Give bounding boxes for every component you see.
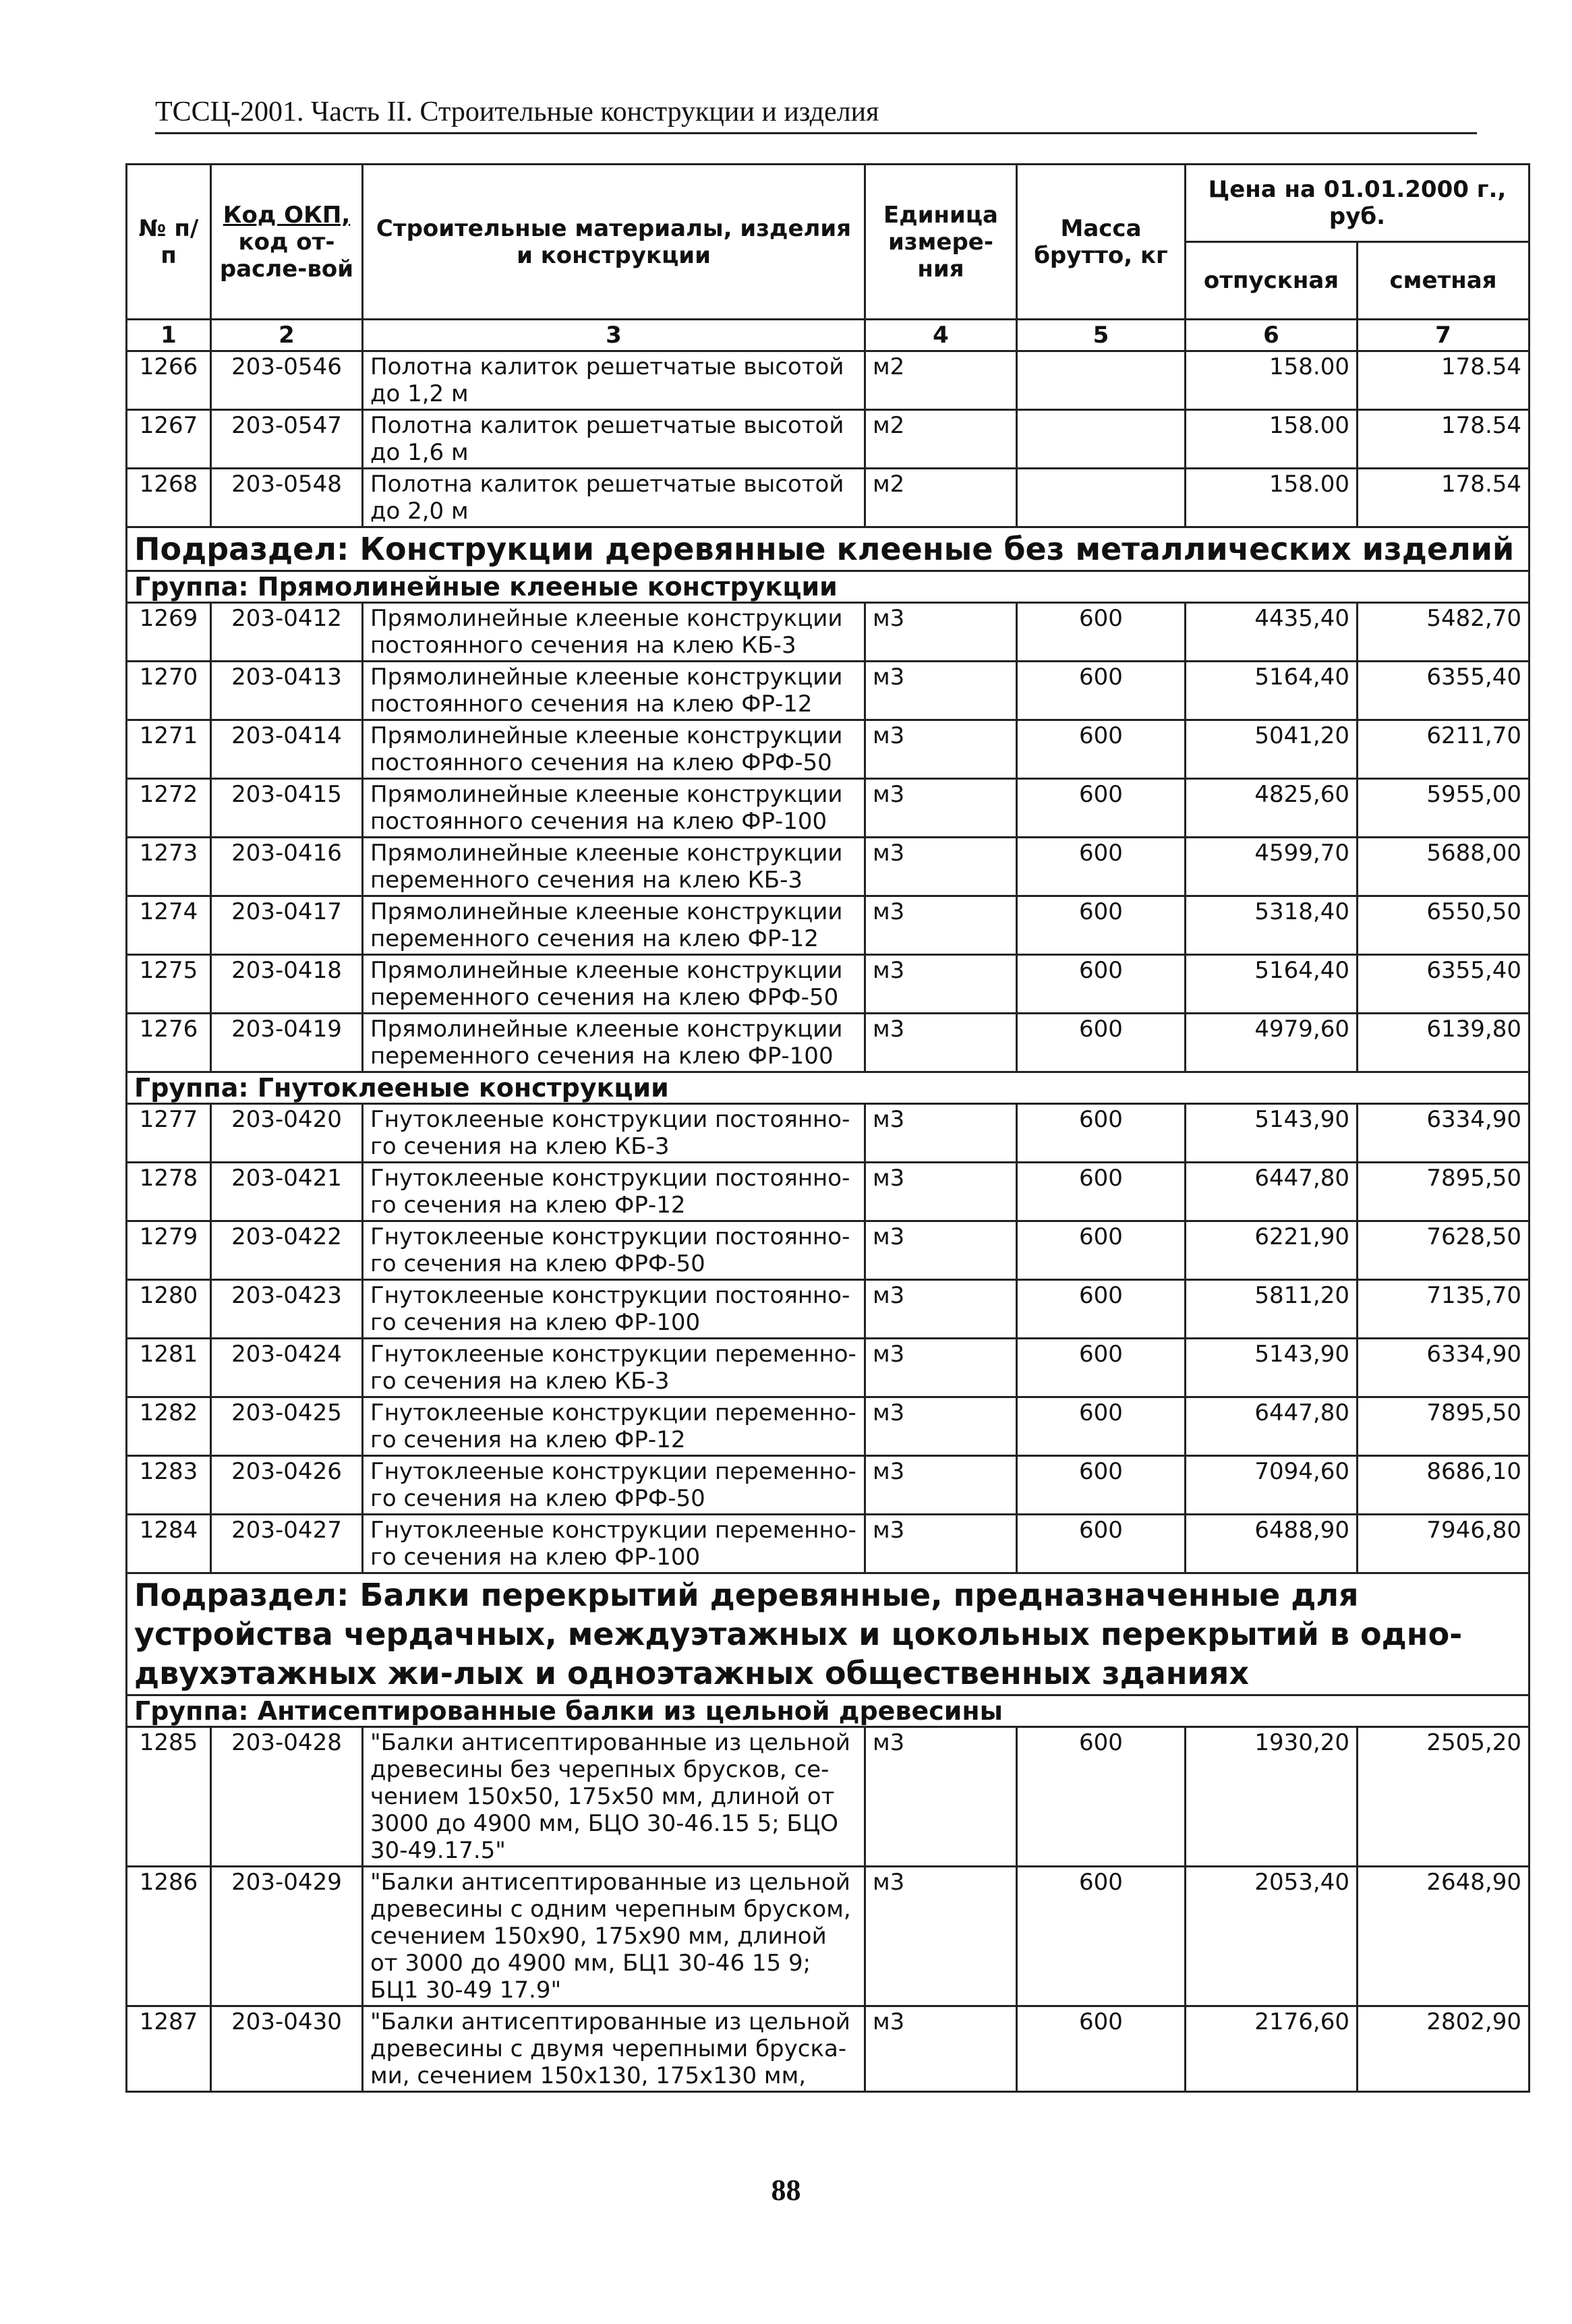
cell-price-estimate: 2505,20 bbox=[1358, 1727, 1530, 1867]
cell-unit: м3 bbox=[865, 779, 1017, 838]
subsection-row bbox=[127, 527, 1530, 571]
cell-name: "Балки антисептированные из цельной древесины с двумя черепными бруска-ми, сечением 150x130, 175x130 мм, bbox=[363, 2006, 865, 2092]
cell-mass: 600 bbox=[1017, 838, 1186, 896]
cell-num: 1266 bbox=[127, 351, 211, 410]
cell-name: Прямолинейные клееные конструкции переменного сечения на клею ФР-100 bbox=[363, 1014, 865, 1072]
table-row bbox=[127, 1221, 1530, 1280]
cell-mass: 600 bbox=[1017, 1280, 1186, 1339]
cell-code: 203-0547 bbox=[211, 410, 363, 469]
cell-code: 203-0423 bbox=[211, 1280, 363, 1339]
group-row bbox=[127, 1695, 1530, 1727]
header-code-okp: Код ОКП, bbox=[223, 201, 351, 229]
cell-code: 203-0430 bbox=[211, 2006, 363, 2092]
cell-price-estimate: 6334,90 bbox=[1358, 1104, 1530, 1163]
cell-unit: м3 bbox=[865, 1867, 1017, 2006]
table-row bbox=[127, 896, 1530, 955]
cell-price-estimate: 7946,80 bbox=[1358, 1515, 1530, 1573]
table-row bbox=[127, 351, 1530, 410]
cell-num: 1281 bbox=[127, 1339, 211, 1397]
header-code-branch: код от-расле-вой bbox=[219, 228, 354, 283]
group-title: Группа: Прямолинейные клееные конструкции bbox=[127, 571, 1530, 603]
table-row bbox=[127, 720, 1530, 779]
cell-price-release: 2053,40 bbox=[1186, 1867, 1358, 2006]
cell-price-estimate: 6355,40 bbox=[1358, 955, 1530, 1014]
cell-code: 203-0426 bbox=[211, 1456, 363, 1515]
table-row bbox=[127, 779, 1530, 838]
subsection-title: Подраздел: Балки перекрытий деревянные, предназначенные для устройства чердачных, междуэтажных и цокольных перекрытий в одно- двухэтажных жи-лых и одноэтажных общественных зданиях bbox=[127, 1573, 1530, 1695]
table-row bbox=[127, 662, 1530, 720]
cell-num: 1272 bbox=[127, 779, 211, 838]
cell-code: 203-0424 bbox=[211, 1339, 363, 1397]
header-price: Цена на 01.01.2000 г., руб. bbox=[1186, 165, 1530, 242]
cell-mass: 600 bbox=[1017, 1221, 1186, 1280]
subsection-title: Подраздел: Конструкции деревянные клееные без металлических изделий bbox=[127, 527, 1530, 571]
cell-price-release: 5811,20 bbox=[1186, 1280, 1358, 1339]
cell-unit: м2 bbox=[865, 351, 1017, 410]
cell-unit: м2 bbox=[865, 410, 1017, 469]
cell-name: Прямолинейные клееные конструкции переменного сечения на клею ФР-12 bbox=[363, 896, 865, 955]
cell-price-release: 4435,40 bbox=[1186, 603, 1358, 662]
cell-price-release: 158.00 bbox=[1186, 351, 1358, 410]
cell-name: Прямолинейные клееные конструкции переменного сечения на клею КБ-3 bbox=[363, 838, 865, 896]
cell-name: Гнутоклееные конструкции переменно-го сечения на клею КБ-3 bbox=[363, 1339, 865, 1397]
cell-mass bbox=[1017, 351, 1186, 410]
group-row bbox=[127, 1072, 1530, 1104]
cell-unit: м3 bbox=[865, 1339, 1017, 1397]
col-number: 7 bbox=[1358, 320, 1530, 351]
table-row bbox=[127, 1014, 1530, 1072]
cell-mass: 600 bbox=[1017, 1339, 1186, 1397]
cell-num: 1285 bbox=[127, 1727, 211, 1867]
cell-code: 203-0548 bbox=[211, 469, 363, 527]
table-row bbox=[127, 2006, 1530, 2092]
cell-unit: м3 bbox=[865, 1163, 1017, 1221]
cell-code: 203-0428 bbox=[211, 1727, 363, 1867]
cell-price-estimate: 6139,80 bbox=[1358, 1014, 1530, 1072]
cell-mass: 600 bbox=[1017, 2006, 1186, 2092]
cell-num: 1280 bbox=[127, 1280, 211, 1339]
cell-name: Гнутоклееные конструкции постоянно-го сечения на клею ФР-100 bbox=[363, 1280, 865, 1339]
cell-name: Гнутоклееные конструкции переменно-го сечения на клею ФРФ-50 bbox=[363, 1456, 865, 1515]
page-header: ТССЦ-2001. Часть II. Строительные конструкции и изделия bbox=[155, 96, 1477, 134]
cell-name: "Балки антисептированные из цельной древесины без черепных брусков, се-чением 150x50, 175x50 мм, длиной от 3000 до 4900 мм, БЦО 30-46.15 5; БЦО 30-49.17.5" bbox=[363, 1727, 865, 1867]
cell-num: 1267 bbox=[127, 410, 211, 469]
cell-num: 1271 bbox=[127, 720, 211, 779]
cell-num: 1269 bbox=[127, 603, 211, 662]
col-number: 6 bbox=[1186, 320, 1358, 351]
cell-price-release: 5164,40 bbox=[1186, 955, 1358, 1014]
header-price-estimate: сметная bbox=[1358, 242, 1530, 320]
col-number: 1 bbox=[127, 320, 211, 351]
cell-code: 203-0413 bbox=[211, 662, 363, 720]
cell-num: 1284 bbox=[127, 1515, 211, 1573]
cell-unit: м3 bbox=[865, 1104, 1017, 1163]
cell-num: 1286 bbox=[127, 1867, 211, 2006]
page-number: 88 bbox=[771, 2174, 801, 2207]
cell-price-estimate: 6211,70 bbox=[1358, 720, 1530, 779]
cell-num: 1270 bbox=[127, 662, 211, 720]
cell-mass: 600 bbox=[1017, 1867, 1186, 2006]
cell-unit: м3 bbox=[865, 1456, 1017, 1515]
cell-name: Прямолинейные клееные конструкции постоянного сечения на клею КБ-3 bbox=[363, 603, 865, 662]
table-row bbox=[127, 1104, 1530, 1163]
cell-mass: 600 bbox=[1017, 1397, 1186, 1456]
cell-unit: м3 bbox=[865, 955, 1017, 1014]
table-row bbox=[127, 603, 1530, 662]
header-mass: Масса брутто, кг bbox=[1017, 165, 1186, 320]
cell-code: 203-0420 bbox=[211, 1104, 363, 1163]
cell-mass: 600 bbox=[1017, 720, 1186, 779]
cell-name: Прямолинейные клееные конструкции постоянного сечения на клею ФР-100 bbox=[363, 779, 865, 838]
cell-name: Полотна калиток решетчатые высотой до 2,0 м bbox=[363, 469, 865, 527]
cell-price-release: 5143,90 bbox=[1186, 1339, 1358, 1397]
cell-price-estimate: 5482,70 bbox=[1358, 603, 1530, 662]
cell-mass bbox=[1017, 410, 1186, 469]
cell-price-estimate: 7895,50 bbox=[1358, 1163, 1530, 1221]
cell-mass: 600 bbox=[1017, 955, 1186, 1014]
cell-code: 203-0412 bbox=[211, 603, 363, 662]
cell-name: Полотна калиток решетчатые высотой до 1,2 м bbox=[363, 351, 865, 410]
cell-price-estimate: 7135,70 bbox=[1358, 1280, 1530, 1339]
cell-price-release: 4825,60 bbox=[1186, 779, 1358, 838]
cell-price-estimate: 8686,10 bbox=[1358, 1456, 1530, 1515]
table-row bbox=[127, 1515, 1530, 1573]
cell-code: 203-0414 bbox=[211, 720, 363, 779]
table-row bbox=[127, 1280, 1530, 1339]
cell-num: 1278 bbox=[127, 1163, 211, 1221]
cell-unit: м3 bbox=[865, 1397, 1017, 1456]
cell-mass: 600 bbox=[1017, 662, 1186, 720]
cell-price-release: 158.00 bbox=[1186, 410, 1358, 469]
cell-unit: м3 bbox=[865, 720, 1017, 779]
cell-mass: 600 bbox=[1017, 603, 1186, 662]
cell-name: "Балки антисептированные из цельной древесины с одним черепным бруском, сечением 150x90, 175x90 мм, длиной от 3000 до 4900 мм, БЦ1 30-46 15 9; БЦ1 30-49 17.9" bbox=[363, 1867, 865, 2006]
cell-price-estimate: 2648,90 bbox=[1358, 1867, 1530, 2006]
col-number: 4 bbox=[865, 320, 1017, 351]
cell-code: 203-0427 bbox=[211, 1515, 363, 1573]
cell-num: 1282 bbox=[127, 1397, 211, 1456]
cell-code: 203-0421 bbox=[211, 1163, 363, 1221]
cell-unit: м3 bbox=[865, 1221, 1017, 1280]
cell-name: Гнутоклееные конструкции постоянно-го сечения на клею КБ-3 bbox=[363, 1104, 865, 1163]
cell-price-release: 4979,60 bbox=[1186, 1014, 1358, 1072]
cell-price-estimate: 7895,50 bbox=[1358, 1397, 1530, 1456]
cell-price-estimate: 6355,40 bbox=[1358, 662, 1530, 720]
cell-name: Полотна калиток решетчатые высотой до 1,6 м bbox=[363, 410, 865, 469]
cell-unit: м3 bbox=[865, 603, 1017, 662]
cell-price-estimate: 178.54 bbox=[1358, 351, 1530, 410]
cell-name: Прямолинейные клееные конструкции постоянного сечения на клею ФРФ-50 bbox=[363, 720, 865, 779]
cell-name: Гнутоклееные конструкции постоянно-го сечения на клею ФРФ-50 bbox=[363, 1221, 865, 1280]
subsection-row bbox=[127, 1573, 1530, 1695]
cell-mass: 600 bbox=[1017, 1456, 1186, 1515]
cell-mass: 600 bbox=[1017, 1163, 1186, 1221]
cell-code: 203-0415 bbox=[211, 779, 363, 838]
cell-mass: 600 bbox=[1017, 1014, 1186, 1072]
cell-code: 203-0419 bbox=[211, 1014, 363, 1072]
group-row bbox=[127, 571, 1530, 603]
cell-price-estimate: 6550,50 bbox=[1358, 896, 1530, 955]
cell-unit: м3 bbox=[865, 838, 1017, 896]
cell-price-release: 6447,80 bbox=[1186, 1397, 1358, 1456]
cell-code: 203-0418 bbox=[211, 955, 363, 1014]
col-number: 5 bbox=[1017, 320, 1186, 351]
cell-price-release: 6447,80 bbox=[1186, 1163, 1358, 1221]
cell-price-release: 6488,90 bbox=[1186, 1515, 1358, 1573]
cell-code: 203-0429 bbox=[211, 1867, 363, 2006]
cell-num: 1279 bbox=[127, 1221, 211, 1280]
table-row bbox=[127, 1397, 1530, 1456]
cell-unit: м2 bbox=[865, 469, 1017, 527]
table-row bbox=[127, 1727, 1530, 1867]
cell-mass: 600 bbox=[1017, 1104, 1186, 1163]
cell-price-release: 2176,60 bbox=[1186, 2006, 1358, 2092]
table-row bbox=[127, 1456, 1530, 1515]
table-row bbox=[127, 1163, 1530, 1221]
cell-num: 1283 bbox=[127, 1456, 211, 1515]
cell-name: Гнутоклееные конструкции переменно-го сечения на клею ФР-12 bbox=[363, 1397, 865, 1456]
cell-num: 1287 bbox=[127, 2006, 211, 2092]
price-table bbox=[125, 163, 1530, 2093]
cell-unit: м3 bbox=[865, 2006, 1017, 2092]
cell-unit: м3 bbox=[865, 662, 1017, 720]
cell-price-release: 5318,40 bbox=[1186, 896, 1358, 955]
cell-price-estimate: 5955,00 bbox=[1358, 779, 1530, 838]
col-number: 3 bbox=[363, 320, 865, 351]
cell-code: 203-0417 bbox=[211, 896, 363, 955]
cell-num: 1274 bbox=[127, 896, 211, 955]
cell-unit: м3 bbox=[865, 896, 1017, 955]
cell-price-release: 4599,70 bbox=[1186, 838, 1358, 896]
cell-name: Гнутоклееные конструкции переменно-го сечения на клею ФР-100 bbox=[363, 1515, 865, 1573]
cell-mass: 600 bbox=[1017, 1515, 1186, 1573]
header-unit: Единица измере-ния bbox=[865, 165, 1017, 320]
cell-code: 203-0422 bbox=[211, 1221, 363, 1280]
table-row bbox=[127, 955, 1530, 1014]
cell-price-estimate: 178.54 bbox=[1358, 469, 1530, 527]
cell-price-release: 1930,20 bbox=[1186, 1727, 1358, 1867]
cell-price-release: 5041,20 bbox=[1186, 720, 1358, 779]
table-row bbox=[127, 1339, 1530, 1397]
cell-code: 203-0425 bbox=[211, 1397, 363, 1456]
cell-price-estimate: 5688,00 bbox=[1358, 838, 1530, 896]
cell-code: 203-0416 bbox=[211, 838, 363, 896]
cell-price-estimate: 178.54 bbox=[1358, 410, 1530, 469]
table-row bbox=[127, 1867, 1530, 2006]
cell-mass: 600 bbox=[1017, 1727, 1186, 1867]
cell-unit: м3 bbox=[865, 1280, 1017, 1339]
cell-num: 1277 bbox=[127, 1104, 211, 1163]
cell-mass: 600 bbox=[1017, 779, 1186, 838]
cell-unit: м3 bbox=[865, 1727, 1017, 1867]
cell-unit: м3 bbox=[865, 1515, 1017, 1573]
cell-code: 203-0546 bbox=[211, 351, 363, 410]
cell-name: Прямолинейные клееные конструкции переменного сечения на клею ФРФ-50 bbox=[363, 955, 865, 1014]
cell-price-release: 7094,60 bbox=[1186, 1456, 1358, 1515]
cell-price-release: 158.00 bbox=[1186, 469, 1358, 527]
cell-name: Прямолинейные клееные конструкции постоянного сечения на клею ФР-12 bbox=[363, 662, 865, 720]
cell-price-release: 6221,90 bbox=[1186, 1221, 1358, 1280]
cell-num: 1275 bbox=[127, 955, 211, 1014]
cell-num: 1276 bbox=[127, 1014, 211, 1072]
cell-price-estimate: 7628,50 bbox=[1358, 1221, 1530, 1280]
cell-name: Гнутоклееные конструкции постоянно-го сечения на клею ФР-12 bbox=[363, 1163, 865, 1221]
header-name: Строительные материалы, изделия и конструкции bbox=[363, 165, 865, 320]
cell-mass: 600 bbox=[1017, 896, 1186, 955]
cell-mass bbox=[1017, 469, 1186, 527]
table-row bbox=[127, 410, 1530, 469]
cell-price-estimate: 2802,90 bbox=[1358, 2006, 1530, 2092]
table-row bbox=[127, 469, 1530, 527]
col-number: 2 bbox=[211, 320, 363, 351]
table-row bbox=[127, 838, 1530, 896]
cell-price-release: 5164,40 bbox=[1186, 662, 1358, 720]
cell-unit: м3 bbox=[865, 1014, 1017, 1072]
cell-price-estimate: 6334,90 bbox=[1358, 1339, 1530, 1397]
header-num: № п/п bbox=[127, 165, 211, 320]
header-price-release: отпускная bbox=[1186, 242, 1358, 320]
cell-num: 1268 bbox=[127, 469, 211, 527]
cell-price-release: 5143,90 bbox=[1186, 1104, 1358, 1163]
header-code bbox=[211, 165, 363, 320]
group-title: Группа: Антисептированные балки из цельной древесины bbox=[127, 1695, 1530, 1727]
group-title: Группа: Гнутоклееные конструкции bbox=[127, 1072, 1530, 1104]
cell-num: 1273 bbox=[127, 838, 211, 896]
